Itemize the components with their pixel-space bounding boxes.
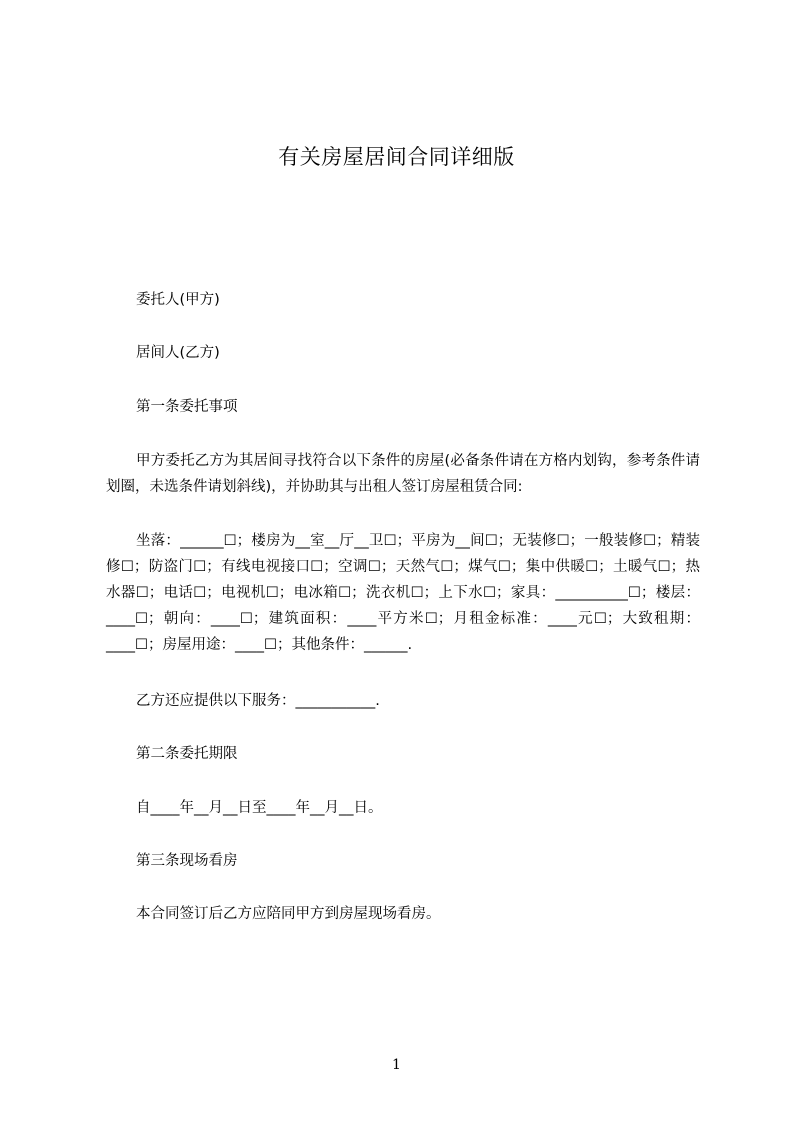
party-b-line: 居间人(乙方) [136,345,220,361]
entrustment-period-line: 自____年__月__日至____年__月__日。 [136,800,383,816]
document-title: 有关房屋居间合同详细版 [278,145,515,169]
party-a-line: 委托人(甲方) [136,292,220,308]
article-3-heading: 第三条现场看房 [136,853,238,869]
article-2-heading: 第二条委托期限 [136,746,238,762]
property-conditions-paragraph: 坐落：______☐；楼房为__室__厅__卫☐；平房为__间☐；无装修☐；一般装修☐；精装修☐；防盗门☐；有线电视接口☐；空调☐；天然气☐；煤气☐；集中供暖☐；土暖气☐；热水器☐；电话☐；电视机☐；电冰箱☐；洗衣机☐；上下水☐；家具：__________☐；楼层：____☐；朝向：____☐；建筑面积：____平方米☐；月租金标准：____元☐；大致租期：____☐；房屋用途：____☐；其他条件：______. [106,533,700,653]
site-viewing-paragraph: 本合同签订后乙方应陪同甲方到房屋现场看房。 [136,906,441,922]
article-1-intro-paragraph: 甲方委托乙方为其居间寻找符合以下条件的房屋(必备条件请在方格内划钩，参考条件请划圈，未选条件请划斜线)，并协助其与出租人签订房屋租赁合同: [106,453,700,495]
article-1-heading: 第一条委托事项 [136,399,238,415]
page-number: 1 [392,1057,401,1073]
additional-services-line: 乙方还应提供以下服务：___________. [136,693,380,709]
